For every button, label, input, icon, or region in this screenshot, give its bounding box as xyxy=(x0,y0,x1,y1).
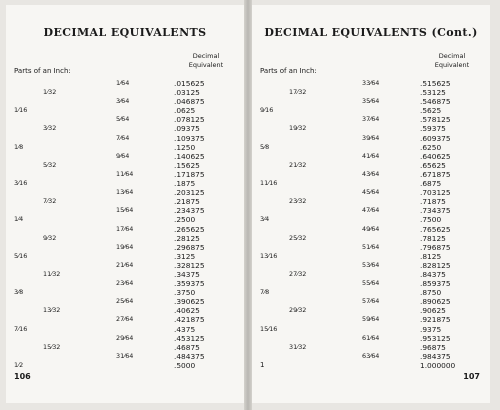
table-row xyxy=(252,134,490,143)
decimal-cell: .421875 xyxy=(174,315,205,325)
table-row xyxy=(252,270,490,279)
thirty-second-cell: 3⁄32 xyxy=(43,124,57,133)
thirty-second-cell: 19⁄32 xyxy=(289,124,307,133)
decimal-cell: .828125 xyxy=(420,260,451,270)
table-row xyxy=(6,97,244,106)
sixty-fourth-cell: 35⁄64 xyxy=(362,97,380,106)
decimal-cell: .15625 xyxy=(174,160,200,170)
table-row xyxy=(6,288,244,297)
decimal-cell: .6250 xyxy=(420,142,442,152)
table-row xyxy=(6,115,244,124)
thirty-second-cell: 25⁄32 xyxy=(289,233,307,242)
sixteenth-cell: 9⁄16 xyxy=(260,106,274,115)
decimal-cell: .015625 xyxy=(174,79,205,88)
decimal-cell: .78125 xyxy=(420,233,446,243)
decimal-cell: .40625 xyxy=(174,306,200,316)
table-row xyxy=(6,134,244,143)
decimal-cell: .640625 xyxy=(420,151,451,161)
sixty-fourth-cell: 63⁄64 xyxy=(362,351,380,360)
table-row xyxy=(6,206,244,215)
decimal-cell: .1250 xyxy=(174,142,196,152)
sixty-fourth-cell: 47⁄64 xyxy=(362,206,380,215)
table-row xyxy=(6,124,244,133)
table-row xyxy=(6,361,244,370)
thirty-second-cell: 27⁄32 xyxy=(289,269,307,278)
table-row xyxy=(6,315,244,324)
sixty-fourth-cell: 45⁄64 xyxy=(362,188,380,197)
table-row xyxy=(252,188,490,197)
table-row xyxy=(252,115,490,124)
table-row xyxy=(252,234,490,243)
table-row xyxy=(6,197,244,206)
decimal-cell: .484375 xyxy=(174,351,205,361)
sixty-fourth-cell: 1⁄64 xyxy=(116,79,130,87)
sixty-fourth-cell: 29⁄64 xyxy=(116,333,134,342)
parts-label: Parts of an Inch: xyxy=(14,67,71,75)
decimal-cell: .1875 xyxy=(174,179,196,189)
table-row xyxy=(252,79,490,88)
table-row xyxy=(252,297,490,306)
table-row xyxy=(252,124,490,133)
table-row xyxy=(6,79,244,88)
sixty-fourth-cell: 7⁄64 xyxy=(116,133,130,142)
table-row xyxy=(6,270,244,279)
decimal-cell: .5000 xyxy=(174,360,196,370)
decimal-cell: .984375 xyxy=(420,351,451,361)
sixty-fourth-cell: 23⁄64 xyxy=(116,279,134,288)
left-page xyxy=(6,5,244,403)
table-row xyxy=(252,361,490,370)
thirty-second-cell: 23⁄32 xyxy=(289,197,307,206)
decimal-cell: .859375 xyxy=(420,279,451,289)
sixteenth-cell: 7⁄16 xyxy=(14,324,28,333)
decimal-cell: .578125 xyxy=(420,115,451,125)
decimal-cell: .7500 xyxy=(420,215,442,225)
decimal-cell: .546875 xyxy=(420,97,451,107)
decimal-cell: .703125 xyxy=(420,188,451,198)
decimal-cell: .3750 xyxy=(174,288,196,298)
page-title: DECIMAL EQUIVALENTS (Cont.) xyxy=(264,26,478,39)
sixty-fourth-cell: 51⁄64 xyxy=(362,242,380,251)
table-row xyxy=(6,143,244,152)
sixty-fourth-cell: 21⁄64 xyxy=(116,260,134,269)
table-row xyxy=(6,325,244,334)
decimal-cell: .0625 xyxy=(174,106,196,116)
decimal-cell: .046875 xyxy=(174,97,205,107)
decimal-cell: .265625 xyxy=(174,224,205,234)
decimal-cell: .359375 xyxy=(174,279,205,289)
decimal-cell: .2500 xyxy=(174,215,196,225)
decimal-cell: .3125 xyxy=(174,251,196,261)
decimal-cell: .890625 xyxy=(420,297,451,307)
thirty-second-cell: 13⁄32 xyxy=(43,306,61,315)
table-row xyxy=(252,261,490,270)
table-row xyxy=(252,206,490,215)
decimal-cell: .953125 xyxy=(420,333,451,343)
thirty-second-cell: 31⁄32 xyxy=(289,342,307,351)
table-row xyxy=(252,97,490,106)
table-row xyxy=(6,106,244,115)
decimal-cell: .71875 xyxy=(420,197,446,207)
table-row xyxy=(6,161,244,170)
book-gutter xyxy=(244,0,252,410)
right-page xyxy=(252,5,490,403)
sixteenth-cell: 1⁄8 xyxy=(14,142,24,151)
table-row xyxy=(6,352,244,361)
column-header xyxy=(180,52,232,70)
sixty-fourth-cell: 41⁄64 xyxy=(362,151,380,160)
sixty-fourth-cell: 39⁄64 xyxy=(362,133,380,142)
decimal-cell: .5625 xyxy=(420,106,442,116)
table-row xyxy=(6,243,244,252)
table-row xyxy=(252,152,490,161)
table-row xyxy=(6,279,244,288)
decimal-cell: .390625 xyxy=(174,297,205,307)
page-title: DECIMAL EQUIVALENTS xyxy=(43,26,207,39)
table-row xyxy=(252,88,490,97)
table-row xyxy=(6,234,244,243)
decimal-cell: .171875 xyxy=(174,169,205,179)
table-row xyxy=(6,88,244,97)
decimal-cell: .8125 xyxy=(420,251,442,261)
page-number: 106 xyxy=(14,372,31,381)
sixty-fourth-cell: 33⁄64 xyxy=(362,79,380,87)
sixty-fourth-cell: 13⁄64 xyxy=(116,188,134,197)
sixteenth-cell: 5⁄8 xyxy=(260,142,270,151)
thirty-second-cell: 9⁄32 xyxy=(43,233,57,242)
decimal-cell: .453125 xyxy=(174,333,205,343)
decimal-cell: .109375 xyxy=(174,133,205,143)
decimal-cell: .90625 xyxy=(420,306,446,316)
thirty-second-cell: 5⁄32 xyxy=(43,160,57,169)
sixty-fourth-cell: 9⁄64 xyxy=(116,151,130,160)
decimal-cell: .9375 xyxy=(420,324,442,334)
decimal-cell: .84375 xyxy=(420,269,446,279)
sixty-fourth-cell: 5⁄64 xyxy=(116,115,130,124)
sixty-fourth-cell: 37⁄64 xyxy=(362,115,380,124)
sixty-fourth-cell: 61⁄64 xyxy=(362,333,380,342)
decimal-cell: .140625 xyxy=(174,151,205,161)
decimal-cell: .734375 xyxy=(420,206,451,216)
column-header-line: Equivalent xyxy=(188,61,224,69)
sixteenth-cell: 3⁄4 xyxy=(260,215,270,224)
table-row xyxy=(6,297,244,306)
decimal-cell: .671875 xyxy=(420,169,451,179)
parts-label: Parts of an Inch: xyxy=(260,67,317,75)
sixteenth-cell: 11⁄16 xyxy=(260,179,278,188)
table-row xyxy=(252,106,490,115)
decimal-cell: .796875 xyxy=(420,242,451,252)
decimal-cell: 1.000000 xyxy=(420,360,456,370)
table-row xyxy=(252,325,490,334)
sixty-fourth-cell: 31⁄64 xyxy=(116,351,134,360)
thirty-second-cell: 29⁄32 xyxy=(289,306,307,315)
table-row xyxy=(6,261,244,270)
decimal-cell: .8750 xyxy=(420,288,442,298)
decimal-cell: .65625 xyxy=(420,160,446,170)
table-row xyxy=(252,170,490,179)
decimal-cell: .34375 xyxy=(174,269,200,279)
equivalents-table xyxy=(252,79,490,370)
page-number: 107 xyxy=(463,372,480,381)
thirty-second-cell: 11⁄32 xyxy=(43,269,61,278)
decimal-cell: .03125 xyxy=(174,88,200,98)
sixteenth-cell: 1⁄4 xyxy=(14,215,24,224)
decimal-cell: .4375 xyxy=(174,324,196,334)
equivalents-table xyxy=(6,79,244,370)
table-row xyxy=(252,179,490,188)
decimal-cell: .765625 xyxy=(420,224,451,234)
column-header-line: Decimal xyxy=(438,52,466,60)
table-row xyxy=(252,306,490,315)
table-row xyxy=(6,170,244,179)
table-row xyxy=(252,279,490,288)
column-header xyxy=(426,52,478,70)
table-row xyxy=(6,306,244,315)
decimal-cell: .609375 xyxy=(420,133,451,143)
table-row xyxy=(252,197,490,206)
table-row xyxy=(252,143,490,152)
decimal-cell: .21875 xyxy=(174,197,200,207)
decimal-cell: .234375 xyxy=(174,206,205,216)
table-row xyxy=(252,215,490,224)
sixty-fourth-cell: 15⁄64 xyxy=(116,206,134,215)
sixty-fourth-cell: 19⁄64 xyxy=(116,242,134,251)
decimal-cell: .078125 xyxy=(174,115,205,125)
decimal-cell: .09375 xyxy=(174,124,200,134)
table-row xyxy=(6,343,244,352)
sixteenth-cell: 3⁄8 xyxy=(14,288,24,297)
sixteenth-cell: 13⁄16 xyxy=(260,251,278,260)
inch-cell: 1 xyxy=(260,360,265,369)
table-row xyxy=(252,288,490,297)
thirty-second-cell: 21⁄32 xyxy=(289,160,307,169)
table-row xyxy=(252,315,490,324)
sixty-fourth-cell: 11⁄64 xyxy=(116,169,134,178)
decimal-cell: .28125 xyxy=(174,233,200,243)
decimal-cell: .921875 xyxy=(420,315,451,325)
table-row xyxy=(6,252,244,261)
sixteenth-cell: 5⁄16 xyxy=(14,251,28,260)
sixty-fourth-cell: 57⁄64 xyxy=(362,297,380,306)
decimal-cell: .6875 xyxy=(420,179,442,189)
sixteenth-cell: 1⁄16 xyxy=(14,106,28,115)
sixty-fourth-cell: 49⁄64 xyxy=(362,224,380,233)
table-row xyxy=(6,188,244,197)
thirty-second-cell: 1⁄32 xyxy=(43,88,57,97)
table-row xyxy=(6,215,244,224)
table-row xyxy=(6,179,244,188)
table-row xyxy=(252,225,490,234)
decimal-cell: .296875 xyxy=(174,242,205,252)
sixteenth-cell: 15⁄16 xyxy=(260,324,278,333)
sixteenth-cell: 1⁄2 xyxy=(14,360,24,369)
sixty-fourth-cell: 3⁄64 xyxy=(116,97,130,106)
table-row xyxy=(252,161,490,170)
decimal-cell: .59375 xyxy=(420,124,446,134)
thirty-second-cell: 17⁄32 xyxy=(289,88,307,97)
thirty-second-cell: 7⁄32 xyxy=(43,197,57,206)
sixty-fourth-cell: 53⁄64 xyxy=(362,260,380,269)
column-header-line: Decimal xyxy=(192,52,220,60)
table-row xyxy=(252,334,490,343)
decimal-cell: .96875 xyxy=(420,342,446,352)
sixteenth-cell: 7⁄8 xyxy=(260,288,270,297)
sixty-fourth-cell: 59⁄64 xyxy=(362,315,380,324)
table-row xyxy=(6,225,244,234)
table-row xyxy=(6,334,244,343)
sixty-fourth-cell: 25⁄64 xyxy=(116,297,134,306)
decimal-cell: .515625 xyxy=(420,79,451,88)
column-header-line: Equivalent xyxy=(434,61,470,69)
table-row xyxy=(252,252,490,261)
table-row xyxy=(252,352,490,361)
sixteenth-cell: 3⁄16 xyxy=(14,179,28,188)
sixty-fourth-cell: 17⁄64 xyxy=(116,224,134,233)
table-row xyxy=(252,343,490,352)
sixty-fourth-cell: 27⁄64 xyxy=(116,315,134,324)
table-row xyxy=(6,152,244,161)
decimal-cell: .203125 xyxy=(174,188,205,198)
table-row xyxy=(252,243,490,252)
sixty-fourth-cell: 55⁄64 xyxy=(362,279,380,288)
sixty-fourth-cell: 43⁄64 xyxy=(362,169,380,178)
decimal-cell: .328125 xyxy=(174,260,205,270)
decimal-cell: .46875 xyxy=(174,342,200,352)
thirty-second-cell: 15⁄32 xyxy=(43,342,61,351)
decimal-cell: .53125 xyxy=(420,88,446,98)
